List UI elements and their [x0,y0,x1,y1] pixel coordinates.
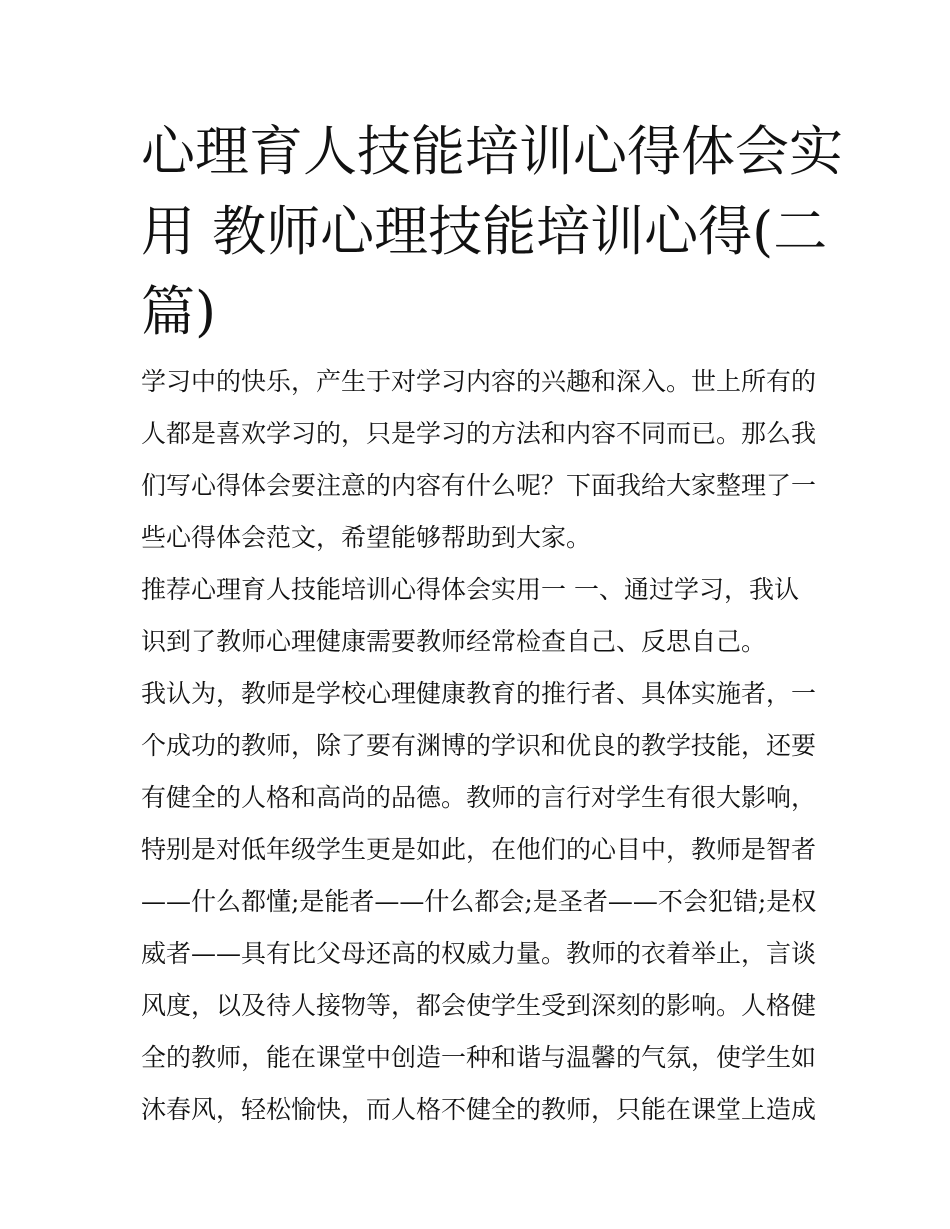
text-line: 有健全的人格和高尚的品德。教师的言行对学生有很大影响， [141,783,817,812]
document-body [141,356,816,1136]
text-line: 威者——具有比父母还高的权威力量。教师的衣着举止，言谈 [141,939,817,968]
text-line: 全的教师，能在课堂中创造一种和谐与温馨的气氛，使学生如 [141,1043,817,1072]
title-line: 心理育人技能培训心得体会实 [141,120,843,183]
text-line: 个成功的教师，除了要有渊博的学识和优良的教学技能，还要 [141,731,817,760]
text-line: 沐春风，轻松愉快，而人格不健全的教师，只能在课堂上造成 [141,1095,817,1124]
text-line: 们写心得体会要注意的内容有什么呢？下面我给大家整理了一 [141,471,817,500]
text-line: 些心得体会范文，希望能够帮助到大家。 [141,523,592,552]
body-paragraph [141,668,816,1136]
text-line: 识到了教师心理健康需要教师经常检查自己、反思自己。 [141,627,767,656]
text-line: 特别是对低年级学生更是如此，在他们的心目中，教师是智者 [141,835,817,864]
intro-paragraph [141,356,816,564]
text-line: 学习中的快乐，产生于对学习内容的兴趣和深入。世上所有的 [141,367,817,396]
text-line: ——什么都懂;是能者——什么都会;是圣者——不会犯错;是权 [141,887,817,916]
section-paragraph [141,564,816,668]
text-line: 我认为，教师是学校心理健康教育的推行者、具体实施者，一 [141,679,817,708]
text-line: 人都是喜欢学习的，只是学习的方法和内容不同而已。那么我 [141,419,817,448]
title-line: 用 教师心理技能培训心得(二 [141,200,828,263]
text-line: 推荐心理育人技能培训心得体会实用一 一、通过学习，我认 [141,575,799,604]
document-title [141,112,843,352]
title-line: 篇) [141,280,217,343]
text-line: 风度，以及待人接物等，都会使学生受到深刻的影响。人格健 [141,991,817,1020]
